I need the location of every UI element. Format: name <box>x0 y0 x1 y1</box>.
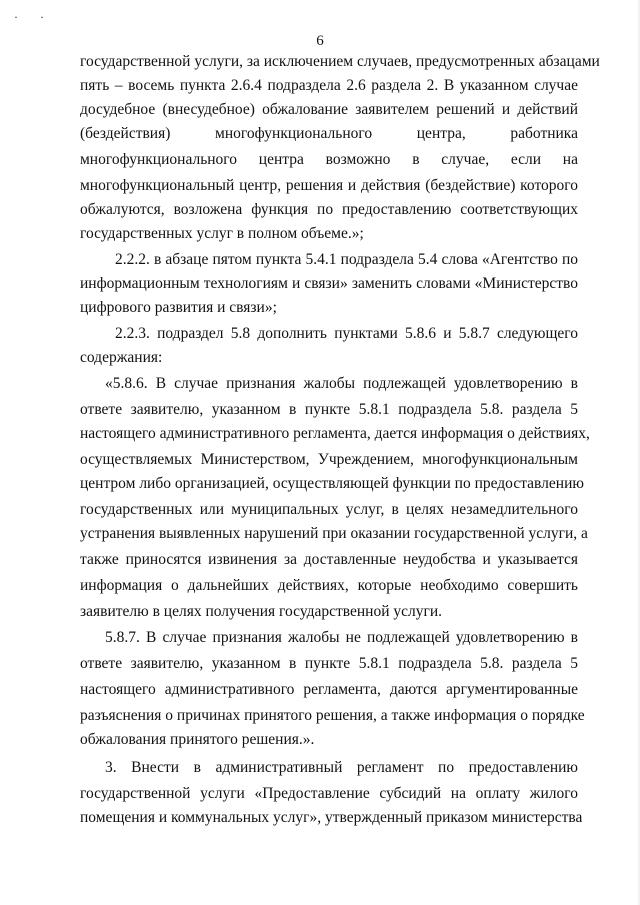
text-line: «5.8.6. В случае признания жалобы подлежащей удовлетворению в <box>105 375 578 392</box>
text-line: заявителю в целях получения государственной услуги. <box>80 603 443 620</box>
page-number: 6 <box>316 33 324 49</box>
text-line: также приносятся извинения за доставленные неудобства и указывается <box>80 551 578 568</box>
text-line: досудебное (внесудебное) обжалование заявителем решений и действий <box>80 101 578 118</box>
text-line: государственных услуг в полном объеме.»; <box>80 225 364 242</box>
text-line: настоящего административного регламента, даются аргументированные <box>80 681 578 698</box>
text-line: 3. Внести в административный регламент по предоставлению <box>105 759 578 776</box>
text-line: ответе заявителю, указанном в пункте 5.8.1 подраздела 5.8. раздела 5 <box>80 401 578 418</box>
text-line: настоящего административного регламента, дается информация о действиях, <box>80 425 590 442</box>
text-line: содержания: <box>80 349 163 366</box>
text-line: информация о дальнейших действиях, которые необходимо совершить <box>80 577 578 594</box>
text-line: разъяснения о причинах принятого решения, а также информация о порядке <box>80 707 585 724</box>
text-line: государственной услуги, за исключением случаев, предусмотренных абзацами <box>80 53 600 70</box>
text-line: информационным технологиям и связи» заменить словами «Министерство <box>80 275 578 292</box>
text-line: многофункционального центра возможно в случае, если на <box>80 151 578 168</box>
text-line: осуществляемых Министерством, Учреждением, многофункциональным <box>80 451 578 468</box>
text-line: помещения и коммунальных услуг», утвержденный приказом министерства <box>80 809 583 826</box>
text-line: многофункциональный центр, решения и действия (бездействие) которого <box>80 177 578 194</box>
scan-mark: · <box>40 10 44 24</box>
text-line: цифрового развития и связи»; <box>80 299 277 316</box>
text-line: пять – восемь пункта 2.6.4 подраздела 2.6 раздела 2. В указанном случае <box>80 77 578 94</box>
text-line: 2.2.2. в абзаце пятом пункта 5.4.1 подраздела 5.4 слова «Агентство по <box>115 251 578 268</box>
text-line: 5.8.7. В случае признания жалобы не подлежащей удовлетворению в <box>105 629 578 646</box>
text-line: (бездействия) многофункционального центра, работника <box>80 125 578 142</box>
text-line: центром либо организацией, осуществляющей функции по предоставлению <box>80 475 584 492</box>
text-line: обжалуются, возложена функция по предоставлению соответствующих <box>80 201 578 218</box>
text-line: устранения выявленных нарушений при оказании государственной услуги, а <box>80 525 588 542</box>
text-line: 2.2.3. подраздел 5.8 дополнить пунктами 5.8.6 и 5.8.7 следующего <box>115 325 578 342</box>
text-line: ответе заявителю, указанном в пункте 5.8.1 подраздела 5.8. раздела 5 <box>80 655 578 672</box>
text-line: обжалования принятого решения.». <box>80 731 315 748</box>
scan-mark: · <box>14 10 18 24</box>
text-line: государственных или муниципальных услуг, в целях незамедлительного <box>80 501 578 518</box>
text-line: государственной услуги «Предоставление субсидий на оплату жилого <box>80 785 578 802</box>
